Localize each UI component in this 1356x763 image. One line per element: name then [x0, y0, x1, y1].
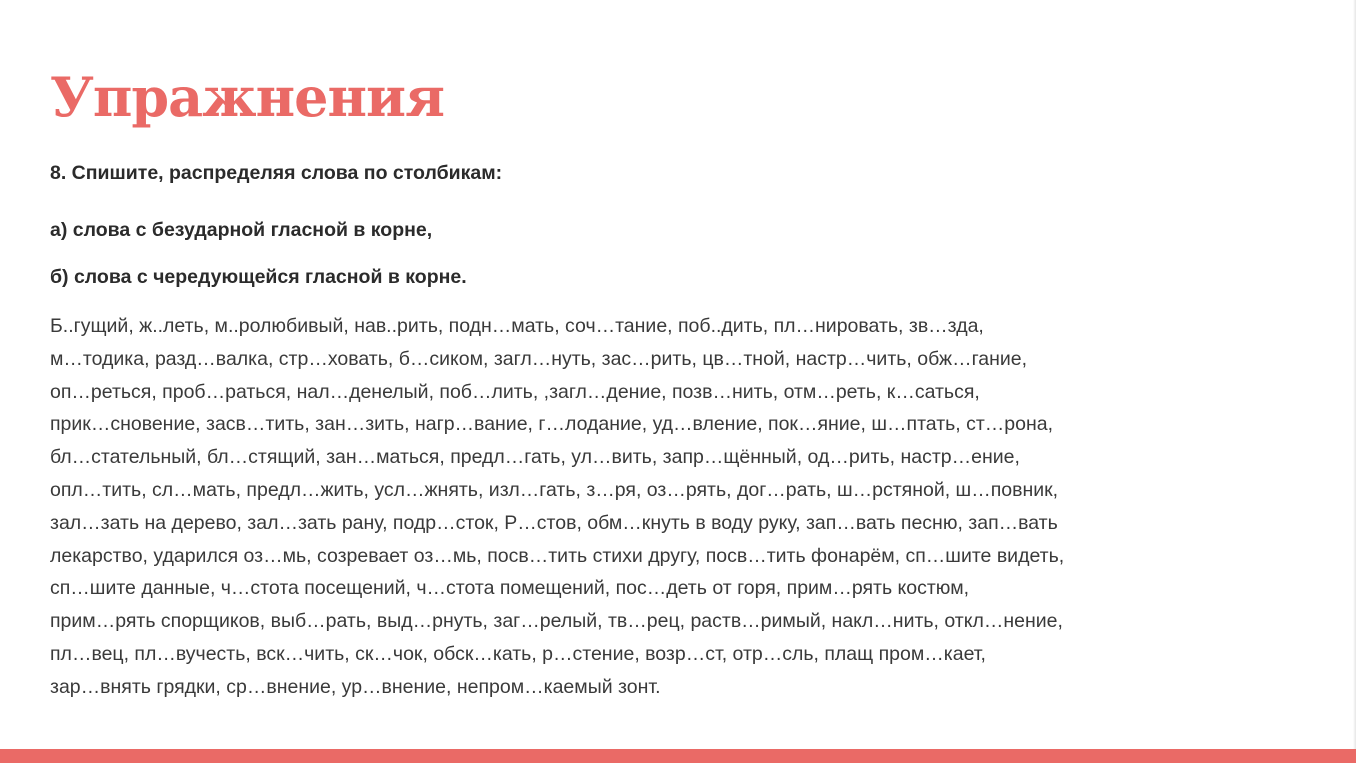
- word-list-line: пл…вец, пл…вучесть, вск…чить, ск…чок, обск…кать, р…стение, возр…ст, отр…сль, плащ пром…кает,: [50, 642, 986, 665]
- word-list-line: оп…реться, проб…раться, нал…денелый, поб…лить, ,загл…дение, позв…нить, отм…реть, к…саться,: [50, 380, 980, 403]
- word-list-line: зар…внять грядки, ср…внение, ур…внение, непром…каемый зонт.: [50, 675, 661, 698]
- word-list-line: опл…тить, сл…мать, предл…жить, усл…жнять, изл…гать, з…ря, оз…рять, дог…рать, ш…рстяной, ш…повник,: [50, 478, 1059, 501]
- word-list-line: зал…зать на дерево, зал…зать рану, подр…сток, Р…стов, обм…кнуть в воду руку, зап…вать песню, зап…вать: [50, 511, 1058, 534]
- exercise-word-list: [50, 310, 1300, 704]
- word-list-line: прик…сновение, засв…тить, зан…зить, нагр…вание, г…лодание, уд…вление, пок…яние, ш…птать, ст…рона,: [50, 413, 1054, 436]
- slide-title: Упражнения: [50, 65, 444, 129]
- word-list-line: прим…рять спорщиков, выб…рать, выд…рнуть, заг…релый, тв…рец, раств…римый, накл…нить, откл…нение,: [50, 610, 1063, 633]
- bottom-accent-bar: [0, 749, 1356, 763]
- word-list-line: бл…стательный, бл…стящий, зан…маться, предл…гать, ул…вить, запр…щённый, од…рить, настр…ение,: [50, 446, 1020, 469]
- word-list-line: Б..гущий, ж..леть, м..ролюбивый, нав..рить, подн…мать, соч…тание, поб..дить, пл…нировать, зв…зда,: [50, 315, 984, 337]
- word-list-line: сп…шите данные, ч…стота посещений, ч…стота помещений, пос…деть от горя, прим…рять костюм,: [50, 577, 970, 600]
- word-list-line: м…тодика, разд…валка, стр…ховать, б…сиком, загл…нуть, зас…рить, цв…тной, настр…чить, обж…гание,: [50, 347, 1028, 370]
- task-instruction: 8. Спишите, распределяя слова по столбикам:: [50, 162, 503, 184]
- word-list-line: лекарство, ударился оз…мь, созревает оз…мь, посв…тить стихи другу, посв…тить фонарём, сп…шите видеть,: [50, 544, 1065, 567]
- task-option-a: а) слова с безударной гласной в корне,: [50, 219, 433, 241]
- task-option-b: б) слова с чередующейся гласной в корне.: [50, 266, 467, 288]
